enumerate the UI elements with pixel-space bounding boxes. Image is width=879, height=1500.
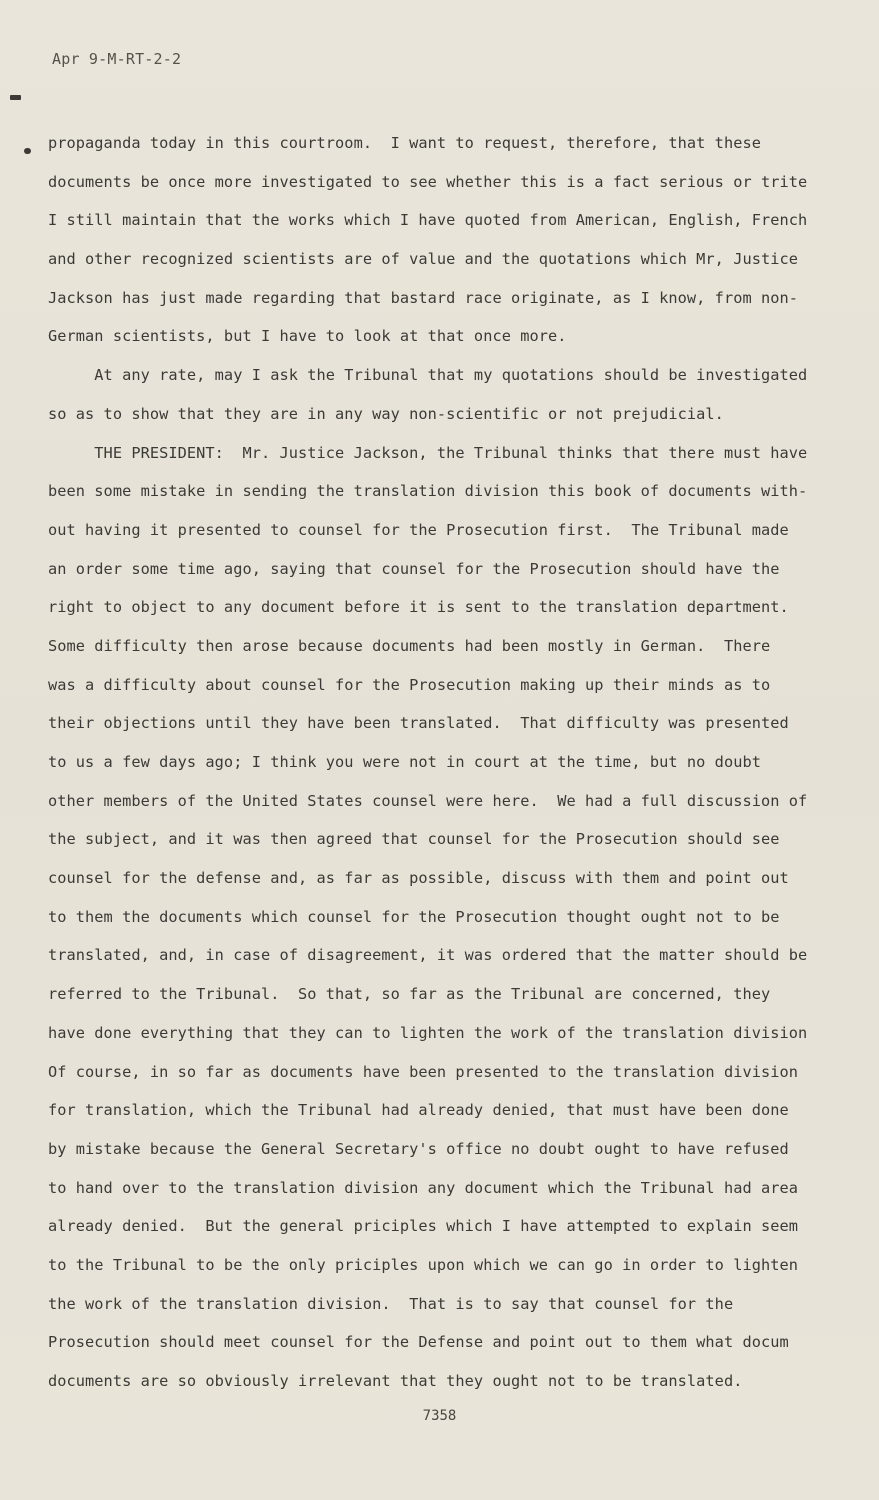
text-line: Jackson has just made regarding that bastard race originate, as I know, from non- — [48, 288, 799, 307]
text-line: translated, and, in case of disagreement, it was ordered that the matter should be — [48, 946, 808, 965]
text-line: referred to the Tribunal. So that, so far as the Tribunal are concerned, they — [48, 985, 771, 1004]
text-line: already denied. But the general priciples which I have attempted to explain seem — [48, 1217, 799, 1236]
text-line: THE PRESIDENT: Mr. Justice Jackson, the Tribunal thinks that there must have — [48, 443, 808, 462]
text-line: out having it presented to counsel for the Prosecution first. The Tribunal made — [48, 520, 789, 539]
transcript-body — [48, 124, 879, 1401]
text-line: an order some time ago, saying that counsel for the Prosecution should have the — [48, 559, 780, 578]
text-line: Of course, in so far as documents have been presented to the translation division — [48, 1062, 799, 1081]
text-line: their objections until they have been translated. That difficulty was presented — [48, 714, 789, 733]
text-line: I still maintain that the works which I have quoted from American, English, French — [48, 211, 808, 230]
margin-mark-top — [10, 95, 21, 100]
text-line: have done everything that they can to lighten the work of the translation division — [48, 1023, 808, 1042]
document-reference: Apr 9-M-RT-2-2 — [52, 50, 182, 68]
text-line: counsel for the defense and, as far as possible, discuss with them and point out — [48, 869, 789, 888]
text-line: to us a few days ago; I think you were not in court at the time, but no doubt — [48, 753, 761, 771]
text-line: to the Tribunal to be the only priciples upon which we can go in order to lighten — [48, 1255, 799, 1274]
text-line: was a difficulty about counsel for the Prosecution making up their minds as to — [48, 675, 771, 694]
text-line: been some mistake in sending the translation division this book of documents with- — [48, 482, 808, 501]
text-line: the work of the translation division. That is to say that counsel for the — [48, 1294, 734, 1313]
text-line: the subject, and it was then agreed that counsel for the Prosecution should see — [48, 830, 780, 849]
text-line: At any rate, may I ask the Tribunal that my quotations should be investigated — [48, 366, 808, 385]
text-line: right to object to any document before it is sent to the translation department. — [48, 598, 789, 617]
text-line: documents are so obviously irrelevant that they ought not to be translated. — [48, 1372, 743, 1390]
text-line: for translation, which the Tribunal had already denied, that must have been done — [48, 1101, 789, 1120]
text-line: Some difficulty then arose because documents had been mostly in German. There — [48, 636, 771, 655]
text-line: German scientists, but I have to look at that once more. — [48, 327, 567, 346]
page-number: 7358 — [422, 1408, 457, 1424]
text-line: so as to show that they are in any way non-scientific or not prejudicial. — [48, 404, 724, 423]
text-line: documents be once more investigated to see whether this is a fact serious or trite — [48, 172, 808, 191]
text-line: and other recognized scientists are of value and the quotations which Mr, Justice — [48, 250, 799, 269]
text-line: other members of the United States counsel were here. We had a full discussion of — [48, 791, 808, 810]
margin-mark-bottom — [24, 148, 31, 154]
text-line: by mistake because the General Secretary's office no doubt ought to have refused — [48, 1139, 789, 1158]
text-line: to hand over to the translation division any document which the Tribunal had area — [48, 1178, 799, 1197]
text-line: to them the documents which counsel for the Prosecution thought ought not to be — [48, 907, 780, 926]
text-line: Prosecution should meet counsel for the Defense and point out to them what docum — [48, 1333, 789, 1352]
text-line: propaganda today in this courtroom. I want to request, therefore, that these — [48, 134, 761, 152]
